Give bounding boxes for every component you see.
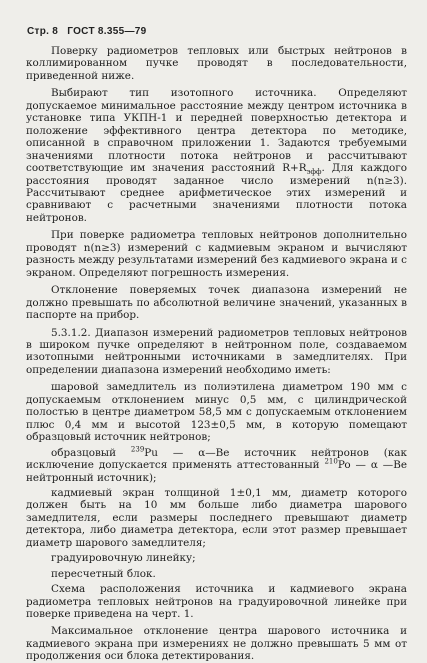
standard-code: ГОСТ 8.355—79 (67, 26, 147, 37)
paragraph-2 (26, 87, 407, 224)
paragraph-2-subscript: эфф (306, 168, 322, 177)
paragraph-6: шаровой замедлитель из полиэтилена диаметром 190 мм с допускаемым отклонением минус 0,5 мм, с цилиндрической полостью в центре диаметром 58,5 мм с допускаемым отклонением плюс 0,4 мм и высотой 123±0,5 мм, в которую помещают образцовый источник нейтронов; (26, 381, 407, 444)
paragraph-12: Максимальное отклонение центра шарового источника и кадмиевого экрана при измерениях не должно превышать 5 мм от продолжения оси блока детектирования. (26, 625, 407, 663)
paragraph-3: При поверке радиометра тепловых нейтронов дополнительно проводят n(n≥3) измерений с кадмиевым экраном и вычисляют разность между результатами измерений без кадмиевого экрана и с экраном. Определяют погрешность измерения. (26, 229, 407, 279)
paragraph-7-text-1: Pu — α—Be источник нейтронов (как исключение допускается применять аттестованный (26, 446, 407, 472)
page-number: Стр. 8 (27, 26, 59, 37)
paragraph-7-sup-1: 239 (130, 445, 145, 454)
paragraph-8: кадмиевый экран толщиной 1±0,1 мм, диаметр которого должен быть на 10 мм больше либо диаметра шарового замедлителя, если размеры последнего превышают диаметр детектора, либо диаметра детектора, если этот размер превышает диаметр шарового замедлителя; (26, 486, 407, 549)
paragraph-7 (26, 447, 407, 484)
page-header (27, 26, 152, 37)
paragraph-7-text-2: Po — α —Be нейтронный источник); (26, 459, 407, 484)
paragraph-2-text: Выбирают тип изотопного источника. Определяют допускаемое минимальное расстояние между центром источника в установке типа УКПН-1 и передней поверхностью детектора и положение эффективного центра детектора по методике, описанной в справочном приложении 1. Задаются требуемыми значениями плотности потока нейтронов и рассчитывают соответствующие им значения расстояний R+R (26, 87, 407, 175)
paragraph-7-sup-2: 210 (324, 457, 338, 466)
paragraph-1: Поверку радиометров тепловых или быстрых нейтронов в коллимированном пучке проводят в последовательности, приведенной ниже. (26, 45, 407, 82)
body-text (26, 45, 407, 663)
paragraph-7-lead: образцовый (51, 446, 131, 459)
paragraph-2-tail: . Для каждого расстояния проводят заданное число измерений n(n≥3). Рассчитывают среднее арифметическое этих измерений и сравнивают с расчетными значениями плотности потока нейтронов. (26, 162, 407, 224)
paragraph-4: Отклонение поверяемых точек диапазона измерений не должно превышать по абсолютной величине значений, указанных в паспорте на прибор. (26, 284, 407, 322)
paragraph-9: градуировочную линейку; (51, 552, 196, 565)
paragraph-11: Схема расположения источника и кадмиевого экрана радиометра тепловых нейтронов на градуировочной линейке при поверке приведена на черт. 1. (26, 583, 407, 621)
paragraph-10: пересчетный блок. (51, 567, 156, 580)
paragraph-5: 5.3.1.2. Диапазон измерений радиометров тепловых нейтронов в широком пучке определяют в нейтронном поле, создаваемом изотопными нейтронными источниками в замедлителях. При определении диапазона измерений необходимо иметь: (26, 326, 407, 376)
